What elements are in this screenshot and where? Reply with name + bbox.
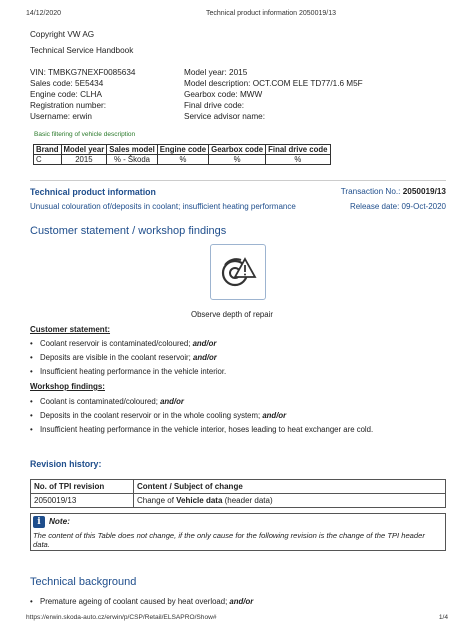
engine-code: Engine code: CLHA <box>30 90 102 99</box>
revision-table <box>30 479 446 508</box>
registration-number: Registration number: <box>30 101 106 110</box>
filter-label: Basic filtering of vehicle description <box>34 131 136 138</box>
filter-header: Engine code <box>157 145 208 155</box>
filter-value: % <box>209 155 266 165</box>
vin: VIN: TMBKG7NEXF0085634 <box>30 68 136 77</box>
filter-value: % <box>157 155 208 165</box>
repair-depth-icon-box <box>210 244 266 300</box>
release-date: Release date: 09-Oct-2020 <box>349 202 446 211</box>
filter-header: Gearbox code <box>209 145 266 155</box>
print-date: 14/12/2020 <box>26 10 62 17</box>
final-drive-code: Final drive code: <box>184 101 245 110</box>
filter-value: 2015 <box>61 155 107 165</box>
divider <box>30 180 446 181</box>
tpi-subtitle: Unusual colouration of/deposits in coolant; insufficient heating performance <box>30 202 296 211</box>
handbook-title: Technical Service Handbook <box>30 46 134 55</box>
model-year: Model year: 2015 <box>184 68 248 77</box>
info-icon: i <box>33 516 45 528</box>
model-description: Model description: OCT.COM ELE TD77/1.6 M5F <box>184 79 363 88</box>
revision-change: Change of Vehicle data (header data) <box>134 494 446 508</box>
gearbox-code: Gearbox code: MWW <box>184 90 263 99</box>
list-item: • Deposits are visible in the coolant reservoir; and/or <box>30 353 217 362</box>
list-item: • Coolant is contaminated/coloured; and/or <box>30 397 184 406</box>
filter-value: C <box>34 155 62 165</box>
service-advisor: Service advisor name: <box>184 112 265 121</box>
transaction <box>341 187 446 196</box>
filter-value: % <box>266 155 330 165</box>
workshop-findings-label: Workshop findings: <box>30 382 105 391</box>
revision-no: 2050019/13 <box>31 494 134 508</box>
page-number: 1/4 <box>438 614 448 621</box>
note-box <box>30 513 446 551</box>
findings-heading: Customer statement / workshop findings <box>30 225 227 237</box>
list-item: • Premature ageing of coolant caused by heat overload; and/or <box>30 597 254 606</box>
transaction-label: Transaction No.: <box>340 187 401 196</box>
print-title: Technical product information 2050019/13 <box>206 10 336 17</box>
username: Username: erwin <box>30 112 92 121</box>
footer-url[interactable]: https://erwin.skoda-auto.cz/erwin/p/CSP/Retail/ELSAPRO/Show# <box>26 614 217 621</box>
list-item: • Insufficient heating performance in the vehicle interior. <box>30 367 227 376</box>
background-heading: Technical background <box>30 576 137 588</box>
filter-value: % - Škoda <box>107 155 158 165</box>
filter-table <box>33 144 331 165</box>
list-item: • Insufficient heating performance in the vehicle interior, hoses leading to heat exchanger are cold. <box>30 425 374 434</box>
tpi-heading: Technical product information <box>30 187 156 197</box>
filter-header: Brand <box>34 145 62 155</box>
customer-statement-label: Customer statement: <box>30 325 111 334</box>
list-item: • Coolant reservoir is contaminated/coloured; and/or <box>30 339 217 348</box>
note-text: The content of this Table does not change, if the only cause for the following revision is the change of the TPI header data. <box>33 531 425 549</box>
sales-code: Sales code: 5E5434 <box>30 79 104 88</box>
filter-header: Sales model <box>107 145 158 155</box>
note-label: Note: <box>49 517 70 526</box>
brake-disc-warning-icon <box>211 245 265 299</box>
list-item: • Deposits in the coolant reservoir or in the whole cooling system; and/or <box>30 411 287 420</box>
transaction-number: 2050019/13 <box>402 187 446 196</box>
revision-col-header: No. of TPI revision <box>31 480 134 494</box>
revision-col-header: Content / Subject of change <box>134 480 446 494</box>
copyright: Copyright VW AG <box>30 30 95 39</box>
revision-heading: Revision history: <box>30 459 102 469</box>
filter-header: Model year <box>61 145 107 155</box>
filter-header: Final drive code <box>266 145 330 155</box>
icon-caption: Observe depth of repair <box>191 310 273 319</box>
